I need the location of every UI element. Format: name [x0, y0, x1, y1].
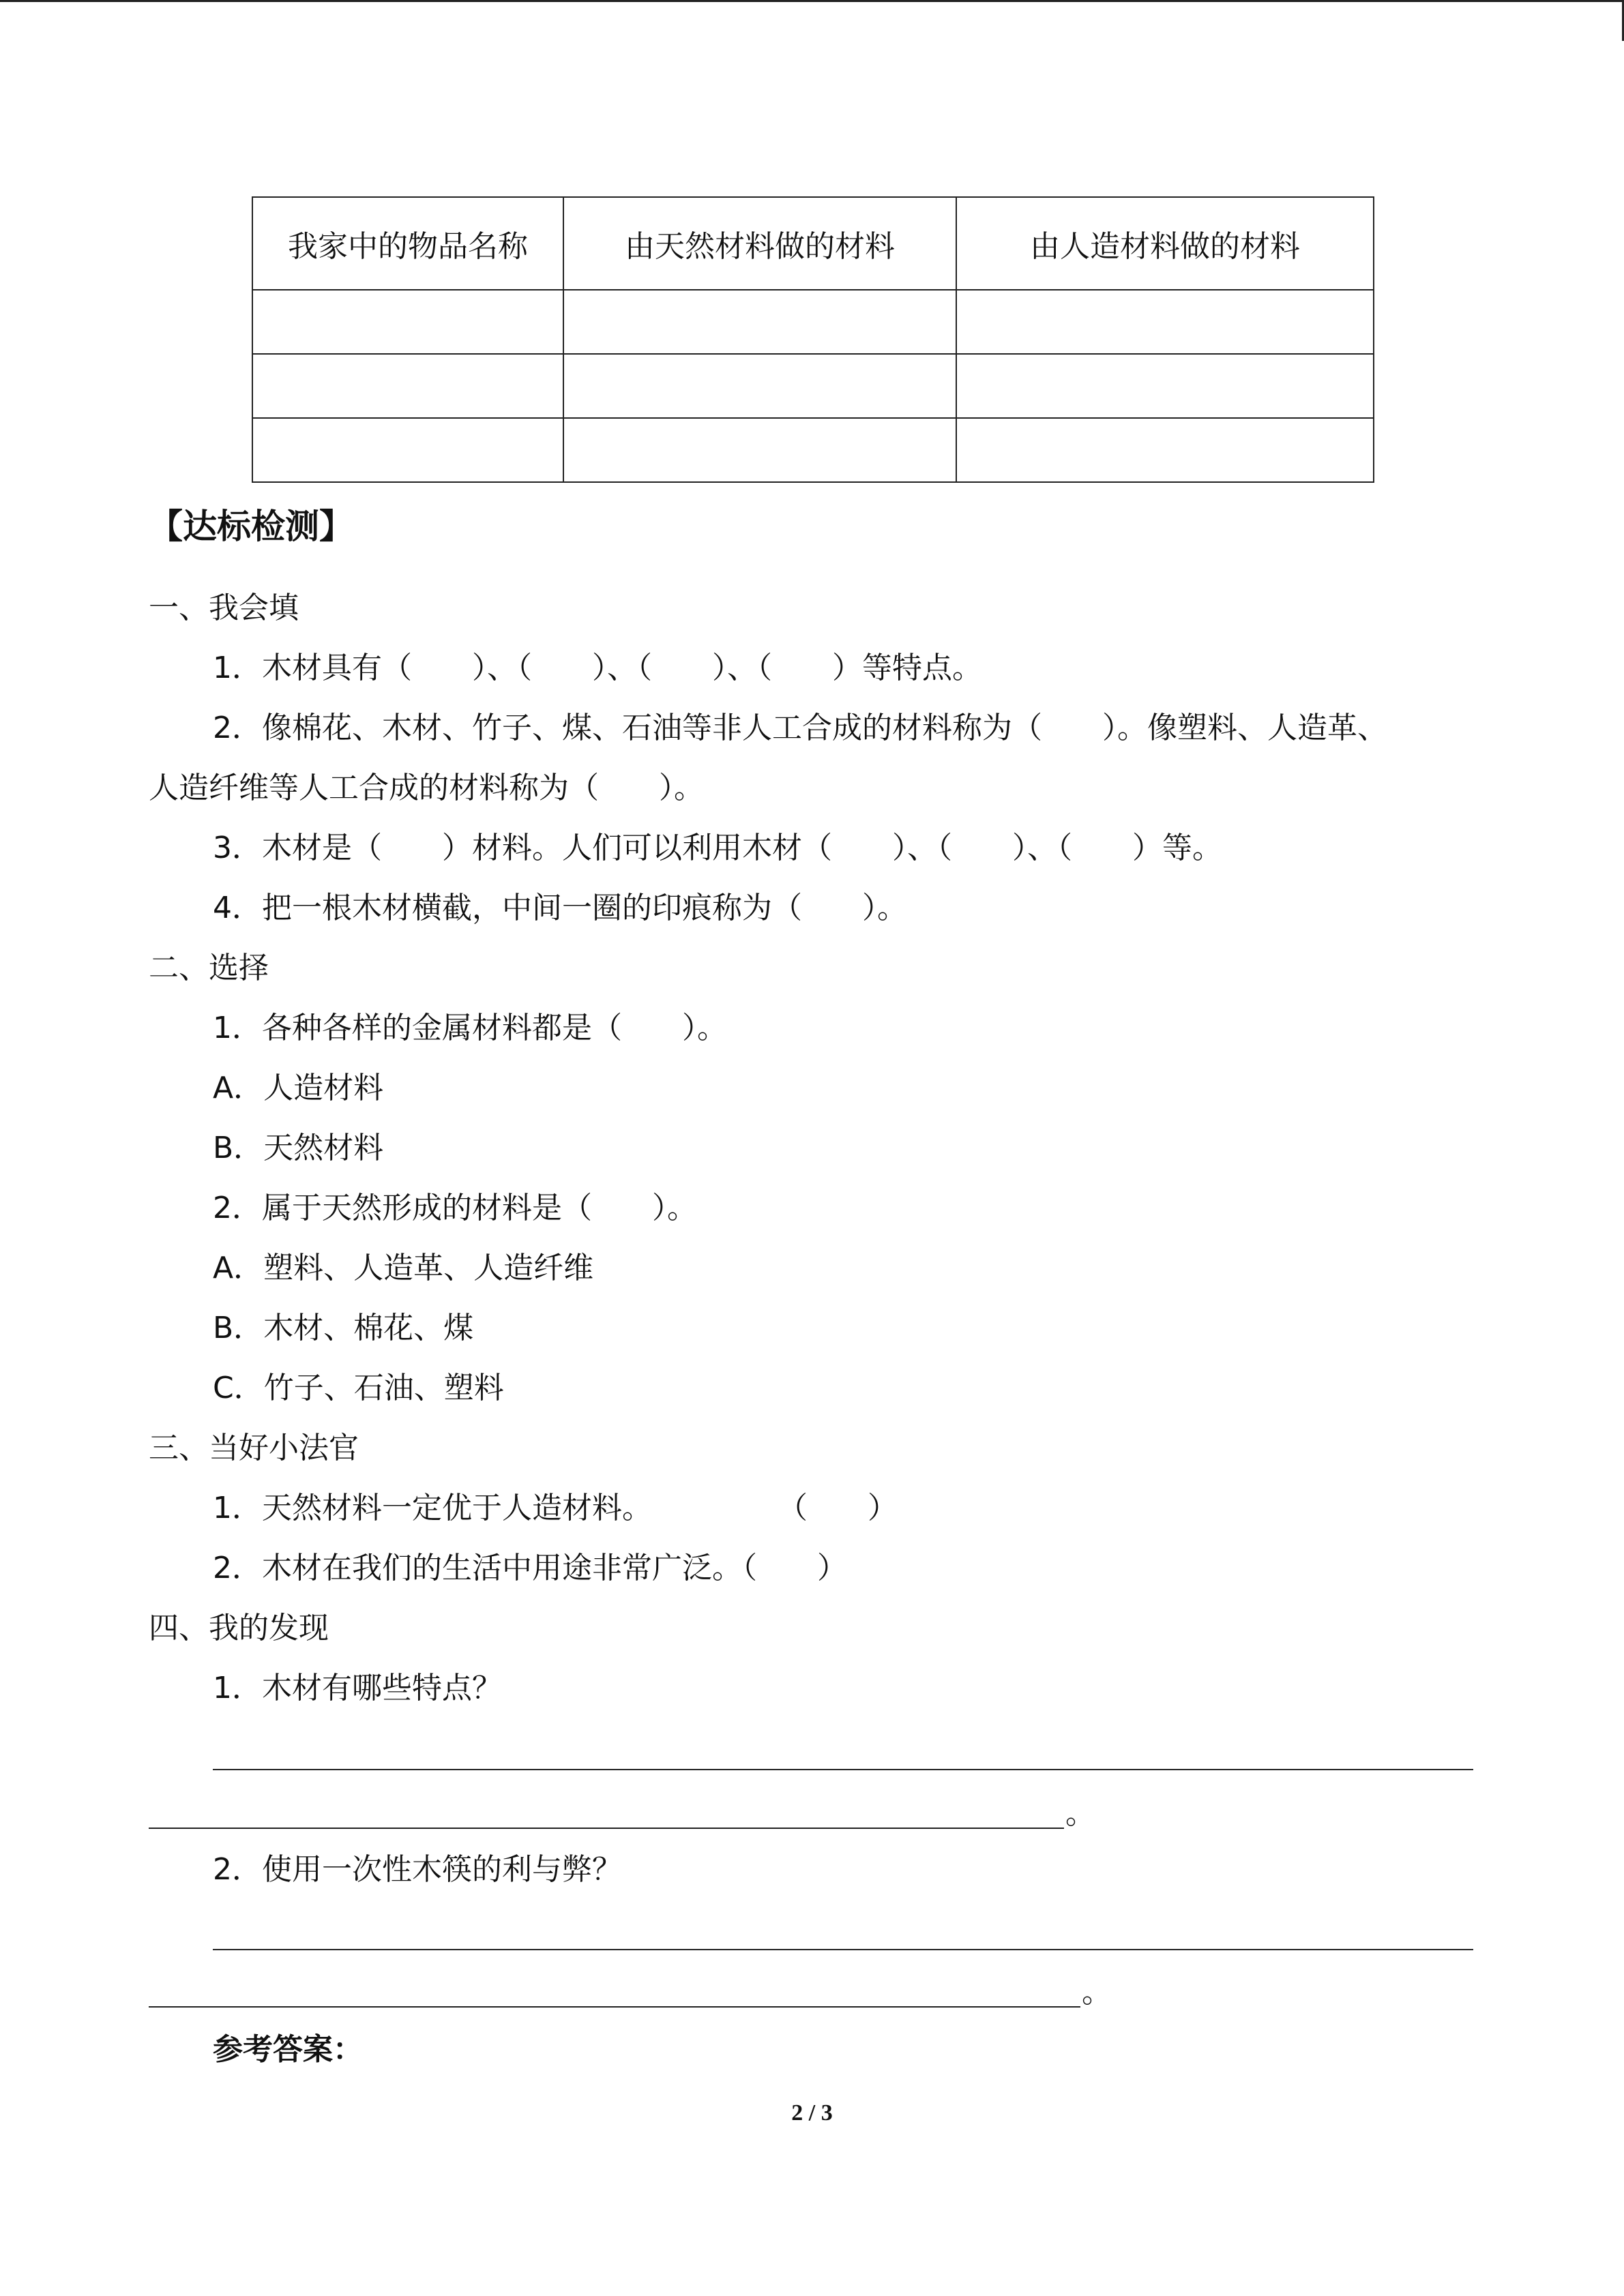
table-cell[interactable]: [956, 290, 1374, 354]
table-cell[interactable]: [956, 418, 1374, 482]
table-cell[interactable]: [252, 354, 563, 418]
part2-question-1: 1．各种各样的金属材料都是（ ）。: [213, 1011, 727, 1045]
part1-question-1: 1．木材具有（ ）、（ ）、（ ）、（ ）等特点。: [213, 651, 982, 685]
part2-q1-option-b: B．天然材料: [213, 1131, 384, 1165]
part1-heading: 一、我会填: [149, 591, 299, 625]
part4-question-1: 1．木材有哪些特点？: [213, 1671, 502, 1705]
table-cell[interactable]: [563, 418, 956, 482]
table-cell[interactable]: [563, 290, 956, 354]
table-row: [252, 290, 1374, 354]
table-header-artificial: 由人造材料做的材料: [956, 197, 1374, 290]
table-cell[interactable]: [956, 354, 1374, 418]
table-cell[interactable]: [252, 418, 563, 482]
table-row: [252, 418, 1374, 482]
part2-q1-option-a: A．人造材料: [213, 1071, 384, 1105]
part1-question-2-line1: 2．像棉花、木材、竹子、煤、石油等非人工合成的材料称为（ ）。像塑料、人造革、: [213, 711, 1387, 745]
part2-q2-option-c: C．竹子、石油、塑料: [213, 1371, 504, 1405]
part3-question-1: 1．天然材料一定优于人造材料。: [213, 1491, 652, 1525]
part2-q2-option-a: A．塑料、人造革、人造纤维: [213, 1251, 594, 1285]
household-items-table: [252, 196, 1374, 483]
table-cell[interactable]: [252, 290, 563, 354]
part2-question-2: 2．属于天然形成的材料是（ ）。: [213, 1191, 697, 1225]
table-header-row: [252, 197, 1374, 290]
section-title: 【达标检测】: [149, 507, 353, 546]
part3-q1-answer-parens: （ ）: [778, 1491, 898, 1525]
part1-question-4: 4．把一根木材横截，中间一圈的印痕称为（ ）。: [213, 891, 907, 925]
answer-line[interactable]: [149, 1828, 1064, 1829]
part1-question-2-line2: 人造纤维等人工合成的材料称为（ ）。: [149, 771, 704, 805]
answer-line[interactable]: [213, 1949, 1473, 1950]
table-row: [252, 354, 1374, 418]
table-header-natural: 由天然材料做的材料: [563, 197, 956, 290]
part3-heading: 三、当好小法官: [149, 1431, 359, 1465]
answer-line[interactable]: [213, 1769, 1473, 1770]
part4-q1-end-mark: 。: [1065, 1796, 1095, 1831]
part4-question-2: 2．使用一次性木筷的利与弊？: [213, 1852, 622, 1887]
part2-q2-option-b: B．木材、棉花、煤: [213, 1311, 474, 1345]
table-header-item-name: 我家中的物品名称: [252, 197, 563, 290]
part4-heading: 四、我的发现: [149, 1611, 329, 1645]
part2-heading: 二、选择: [149, 951, 269, 985]
part3-question-2: 2．木材在我们的生活中用途非常广泛。（ ）: [213, 1551, 847, 1585]
answer-key-label: 参考答案：: [213, 2032, 363, 2067]
answer-line[interactable]: [149, 2006, 1080, 2008]
page-number: 2 / 3: [791, 2100, 833, 2126]
part4-q2-end-mark: 。: [1082, 1975, 1112, 2010]
table-cell[interactable]: [563, 354, 956, 418]
part1-question-3: 3．木材是（ ）材料。人们可以利用木材（ ）、（ ）、（ ）等。: [213, 831, 1222, 865]
top-border-line: [0, 0, 1624, 2]
